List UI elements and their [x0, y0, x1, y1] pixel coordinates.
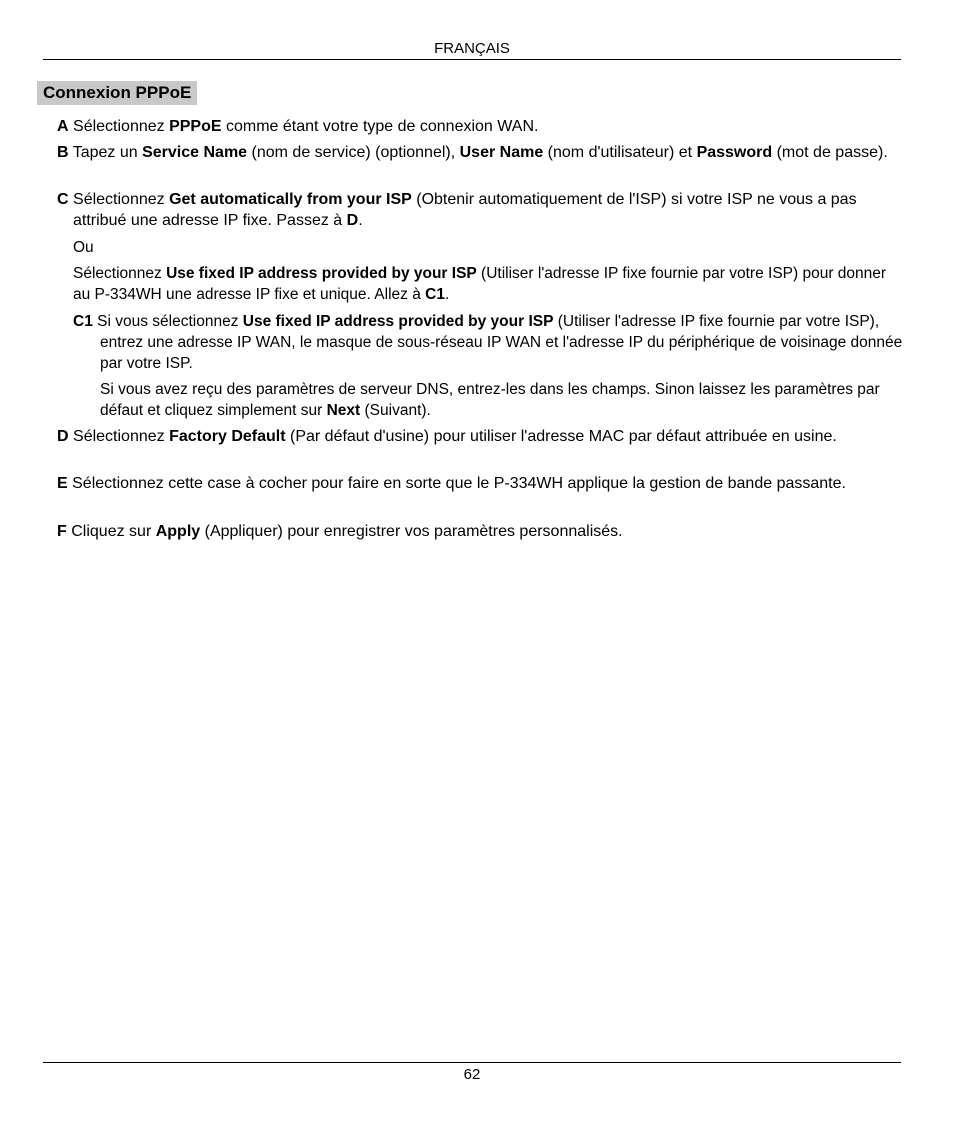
step-letter: E: [57, 475, 68, 492]
step-c1-dns: Si vous avez reçu des paramètres de serveur DNS, entrez-les dans les champs. Sinon laissez les paramètres par défaut et cliquez simplement sur Next (Suivant).: [100, 381, 880, 419]
step-a: A Sélectionnez PPPoE comme étant votre type de connexion WAN.: [57, 118, 539, 135]
section-title: Connexion PPPoE: [37, 81, 197, 105]
footer-rule: [43, 1062, 901, 1063]
step-b: B Tapez un Service Name (nom de service) (optionnel), User Name (nom d'utilisateur) et Password (mot de passe).: [57, 144, 888, 161]
step-letter: B: [57, 144, 69, 161]
step-e: E Sélectionnez cette case à cocher pour faire en sorte que le P-334WH applique la gestion de bande passante.: [57, 475, 846, 492]
or-separator: Ou: [73, 239, 94, 256]
step-letter: F: [57, 523, 67, 540]
step-c1: C1 Si vous sélectionnez Use fixed IP address provided by your ISP (Utiliser l'adresse IP fixe fournie par votre ISP), entrez une adresse IP WAN, le masque de sous-réseau IP WAN et l'adresse IP du périphérique de voisinage donnée par votre ISP.: [73, 313, 903, 372]
step-letter: A: [57, 118, 69, 135]
page-number: 62: [463, 1066, 481, 1083]
step-f: F Cliquez sur Apply (Appliquer) pour enregistrer vos paramètres personnalisés.: [57, 523, 623, 540]
step-c-alternative: Sélectionnez Use fixed IP address provided by your ISP (Utiliser l'adresse IP fixe fournie par votre ISP) pour donner au P-334WH une adresse IP fixe et unique. Allez à C1.: [73, 265, 887, 303]
step-label: C1: [73, 313, 93, 330]
header-language: FRANÇAIS: [434, 40, 510, 57]
step-letter: C: [57, 191, 69, 208]
step-d: D Sélectionnez Factory Default (Par défaut d'usine) pour utiliser l'adresse MAC par défaut attribuée en usine.: [57, 428, 837, 445]
header-rule: [43, 59, 901, 60]
step-letter: D: [57, 428, 69, 445]
step-c: C Sélectionnez Get automatically from your ISP (Obtenir automatiquement de l'ISP) si votre ISP ne vous a pas attribué une adresse IP fixe. Passez à D.: [57, 191, 857, 229]
